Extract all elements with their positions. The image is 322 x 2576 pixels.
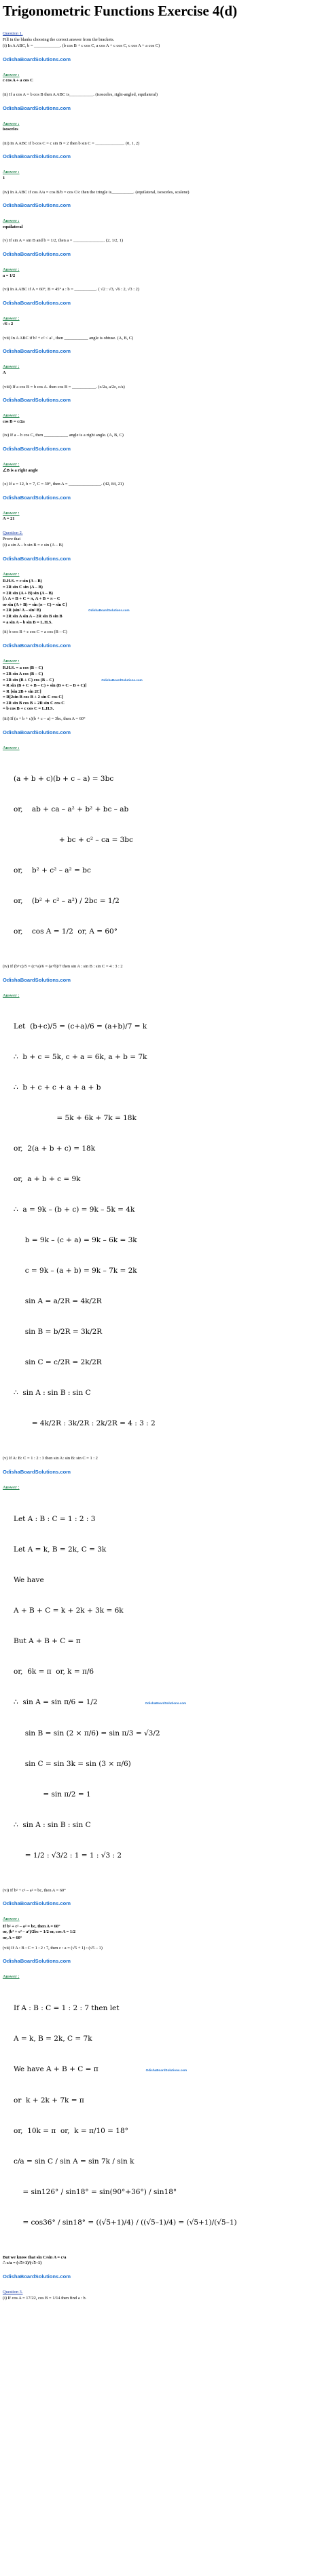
proof-line: = 2R sin C sin (A – B): [3, 584, 43, 590]
site-banner[interactable]: OdishaBoardSolutions.com: [3, 1469, 71, 1476]
answer-line: If b² + c² – a² = bc, then A = 60°: [3, 1923, 60, 1929]
answer-label: Answer :: [3, 413, 20, 419]
q2-v-math: [14, 1494, 319, 1881]
site-banner[interactable]: OdishaBoardSolutions.com: [3, 1958, 71, 1965]
q2-iii-math: [14, 754, 319, 957]
proof-line-text: = 2R (sin² A – sin² B): [3, 608, 41, 613]
page-title: Trigonometric Functions Exercise 4(d): [3, 3, 238, 19]
math-line: or, 10k = π or, k = π/10 = 18°: [14, 2126, 128, 2135]
q2-iv-math: [14, 1001, 319, 1449]
math-line: We have: [14, 1575, 44, 1584]
math-line: ∴ b + c + c + a + a + b: [14, 1083, 101, 1092]
math-line: = sin π/2 = 1: [14, 1790, 91, 1799]
question-1-items: [3, 43, 319, 522]
math-line: ∴ sin A : sin B : sin C: [14, 1820, 91, 1829]
answer-label: Answer :: [3, 121, 20, 126]
proof-line: [3, 608, 319, 614]
math-line: A = k, B = 2k, C = 7k: [14, 2034, 92, 2043]
math-line: ∴ a = 9k – (b + c) = 9k – 5k = 4k: [14, 1206, 135, 1214]
watermark: OdishaBoardSolutions.com: [145, 1701, 187, 1705]
answer-label: Answer :: [3, 462, 20, 467]
answer-label: Answer :: [3, 315, 20, 321]
q1-item-answer: 1: [3, 175, 5, 180]
math-line: If A : B : C = 1 : 2 : 7 then let: [14, 2003, 120, 2012]
answer-label: Answer :: [3, 510, 20, 516]
proof-line: = R[2sin B cos B + 2 sin C cos C]: [3, 695, 63, 700]
math-line: A + B + C = k + 2k + 3k = 6k: [14, 1606, 124, 1615]
math-line: [14, 1667, 319, 1677]
q1-item-question: (iv) In A ABC if cos A/a = cos B/b = cos C/c then the tringle is__________. (equilateral, isosceles, scalene): [3, 189, 190, 195]
site-banner[interactable]: OdishaBoardSolutions.com: [3, 446, 71, 453]
q1-item-question: (x) If a = 12, b = 7, C = 30°, then A = _______________. (42, 84, 21): [3, 482, 124, 487]
math-line-text: We have A + B + C = π: [14, 2064, 99, 2073]
q3-i-question: (i) If cos A = 17/22, cos B = 1/14 then find a : b.: [3, 2295, 87, 2301]
math-line: c = 9k – (a + b) = 9k – 7k = 2k: [14, 1267, 137, 1275]
site-banner[interactable]: OdishaBoardSolutions.com: [3, 642, 71, 649]
answer-label: Answer :: [3, 267, 20, 272]
site-banner[interactable]: OdishaBoardSolutions.com: [3, 2273, 71, 2280]
math-line: sin A = a/2R = 4k/2R: [14, 1297, 102, 1306]
q2-iv-question: (iv) If (b+c)/5 = (c+a)/6 = (a+b)/7 then sin A : sin B : sin C = 4 : 3 : 2: [3, 964, 123, 969]
q1-item-answer: isosceles: [3, 127, 18, 132]
q2-vii-math: [14, 1983, 319, 2248]
site-banner[interactable]: OdishaBoardSolutions.com: [3, 494, 71, 501]
math-line: or, b² + c² – a² = bc: [14, 866, 91, 875]
site-banner[interactable]: OdishaBoardSolutions.com: [3, 104, 71, 111]
proof-line: = R [sin 2B + sin 2C]: [3, 689, 41, 694]
q2-ii-proof: [3, 666, 319, 712]
math-line: = 4k/2R : 3k/2R : 2k/2R = 4 : 3 : 2: [14, 1419, 156, 1428]
q1-item-question: (ix) If a – b cos C, then ___________ angle is a right angle. (A, B, C): [3, 433, 124, 438]
q2-ii-question: (ii) b cos B + c cos C = a cos (B – C): [3, 630, 67, 635]
math-line: (a + b + c)(b + c – a) = 3bc: [14, 775, 114, 784]
site-banner[interactable]: OdishaBoardSolutions.com: [3, 202, 71, 209]
math-line: = sin126° / sin18° = sin(90°+36°) / sin18°: [14, 2187, 177, 2196]
proof-line: = b cos B + c cos C = L.H.S.: [3, 706, 54, 712]
q2-vi-answer: [3, 1924, 319, 1942]
proof-line: = 2R sin A sin A – 2R sin B sin B: [3, 613, 62, 619]
q1-item-answer: cos B = c/2a: [3, 419, 25, 424]
math-line: or k + 2k + 7k = π: [14, 2096, 84, 2104]
watermark: OdishaBoardSolutions.com: [145, 2068, 187, 2072]
q1-item-question: (iii) In A ABC if b cos C = c sin B = 2 then b sin C = _____________. (0, 1, 2): [3, 140, 140, 146]
proof-line: = 2R sin A cos (B – C): [3, 671, 43, 676]
q1-item-answer: ∠B is a right angle: [3, 467, 38, 473]
math-line-text: or, 6k = π or, k = π/6: [14, 1667, 94, 1676]
question-3-heading[interactable]: Question 3.: [3, 2289, 23, 2294]
watermark: OdishaBoardSolutions.com: [101, 678, 143, 682]
q1-item-answer: c cos A + a cos C: [3, 78, 33, 83]
question-1-heading[interactable]: Question 1.: [3, 31, 23, 36]
q1-item-question: (ii) If a cos A = b cos B then A ABC is___________. (isosceles, right-angled, equilateral): [3, 92, 158, 97]
math-line: sin C = c/2R = 2k/2R: [14, 1358, 102, 1367]
site-banner[interactable]: OdishaBoardSolutions.com: [3, 250, 71, 257]
q2-iii-question: (iii) If (a + b + c)(b + c – a) = 3bc, then A = 60°: [3, 716, 86, 722]
answer-label: Answer :: [3, 218, 20, 224]
q1-item-question: (i) In A ABC, b = ____________. (b cos B + c cos C, a cos A + c cos C, c cos A + a cos C): [3, 43, 160, 49]
site-banner[interactable]: OdishaBoardSolutions.com: [3, 56, 71, 62]
question-2-intro: Prove that: [3, 536, 21, 541]
proof-line: R.H.S. = c sin (A – B): [3, 579, 42, 584]
math-line: or, (b² + c² – a²) / 2bc = 1/2: [14, 897, 120, 906]
math-line: = 5k + 6k + 7k = 18k: [14, 1114, 137, 1123]
answer-label: Answer :: [3, 1917, 20, 1922]
math-line: Let A : B : C = 1 : 2 : 3: [14, 1514, 96, 1523]
answer-label: Answer :: [3, 364, 20, 370]
watermark: OdishaBoardSolutions.com: [88, 609, 130, 613]
answer-label: Answer :: [3, 745, 20, 750]
math-line: Let A = k, B = 2k, C = 3k: [14, 1545, 107, 1554]
q1-item-question: (viii) If a cos B = b cos A. then cos B = ___________. (c/2a, a/2c, c/a): [3, 384, 125, 389]
q1-item-question: (v) If sin A = sin B and b = 1/2, then a = ______________. (2, 1/2, 1): [3, 238, 124, 244]
math-line: But A + B + C = π: [14, 1636, 81, 1645]
page: [0, 3, 322, 2305]
math-line: sin C = sin 3k = sin (3 × π/6): [14, 1759, 131, 1768]
proof-line-text: = 2R sin (B + C) cos (B – C): [3, 677, 54, 683]
q2-v-question: (v) If A: B: C = 1 : 2 : 3 then sin A: sin B: sin C = 1 : 2: [3, 1456, 98, 1461]
math-line: ∴ b + c = 5k, c + a = 6k, a + b = 7k: [14, 1053, 147, 1062]
q1-item-answer: A = 21: [3, 516, 15, 522]
math-line: or, cos A = 1/2 or, A = 60°: [14, 927, 118, 936]
math-line: ∴ sin A : sin B : sin C: [14, 1389, 91, 1398]
math-line: sin B = sin (2 × π/6) = sin π/3 = √3/2: [14, 1729, 160, 1737]
site-banner[interactable]: OdishaBoardSolutions.com: [3, 397, 71, 404]
answer-label: Answer :: [3, 658, 20, 664]
proof-line: = a sin A – b sin B = L.H.S.: [3, 619, 52, 625]
answer-label: Answer :: [3, 993, 20, 998]
q1-item-question: (vi) In A ABC if A = 60°, B = 45° a : b = __________. ( √2 : √3, √6 : 2, √3 : 2): [3, 287, 139, 292]
q2-i-question: (i) a sin A – b sin B = c sin (A – B): [3, 543, 63, 548]
proof-line: or sin (A + B) = sin (π – C) = sin C]: [3, 602, 67, 607]
math-line: + bc + c² – ca = 3bc: [14, 836, 133, 845]
math-line: or, a + b + c = 9k: [14, 1175, 81, 1184]
math-line: = cos36° / sin18° = ((√5+1)/4) / ((√5–1)/4) = (√5+1)/(√5–1): [14, 2218, 237, 2227]
proof-line: [3, 678, 319, 684]
q2-vii-question: (vii) If A : B : C = 1 : 2 : 7, then c : a = (√5 + 1) : (√5 – 1): [3, 1945, 103, 1950]
math-line: or, 2(a + b + c) = 18k: [14, 1145, 96, 1153]
proof-line: = 2R sin (A + B) sin (A – B): [3, 590, 53, 596]
math-line: = 1/2 : √3/2 : 1 = 1 : √3 : 2: [14, 1851, 122, 1860]
q1-item-answer: a = 1/2: [3, 273, 16, 278]
math-line: or, ab + ca – a² + b² + bc – ab: [14, 805, 129, 814]
q2-i-proof: [3, 579, 319, 626]
question-1-intro: Fill in the blanks choosing the correct answer from the brackets.: [3, 37, 115, 42]
q1-item-question: (vii) In A ABC if b² + c² < a² , then ___________ angle is obtuse. (A, B, C): [3, 335, 134, 341]
proof-line: R.H.S. = a cos (B – C): [3, 666, 43, 671]
q2-vii-tail: [3, 2255, 319, 2267]
site-banner[interactable]: OdishaBoardSolutions.com: [3, 555, 71, 562]
answer-label: Answer :: [3, 170, 20, 175]
math-line: [14, 1697, 319, 1708]
answer-label: Answer :: [3, 1485, 20, 1491]
proof-line: = R sin (B + C + B – C) + sin (B + C – B + C)]: [3, 683, 87, 689]
answer-label: Answer :: [3, 72, 20, 77]
proof-line: = 2R sin B cos B + 2R sin C cos C: [3, 700, 65, 706]
q1-item-answer: A: [3, 370, 6, 376]
math-line: c/a = sin C / sin A = sin 7k / sin k: [14, 2157, 135, 2166]
question-2-heading[interactable]: Question 2.: [3, 531, 23, 535]
answer-label: Answer :: [3, 571, 20, 577]
proof-line: [∴ A + B + C = π, A + B = π – C: [3, 596, 60, 602]
q2-vi-question: (vi) If b² + c² – a² = bc, then A = 60°: [3, 1887, 66, 1893]
site-banner[interactable]: OdishaBoardSolutions.com: [3, 299, 71, 306]
math-line: b = 9k – (c + a) = 9k – 6k = 3k: [14, 1236, 137, 1245]
q1-item-answer: equilateral: [3, 224, 23, 229]
math-line: [14, 2064, 319, 2075]
answer-label: Answer :: [3, 1974, 20, 1980]
answer-line: or, A = 60°: [3, 1936, 22, 1940]
q1-item-answer: √6 : 2: [3, 322, 14, 327]
answer-line: or, (b² + c² – a²)/2bc = 1/2 or, cos A = 1/2: [3, 1929, 76, 1935]
math-line: sin B = b/2R = 3k/2R: [14, 1328, 103, 1337]
site-banner[interactable]: OdishaBoardSolutions.com: [3, 976, 71, 983]
math-line: Let (b+c)/5 = (c+a)/6 = (a+b)/7 = k: [14, 1022, 147, 1031]
math-line-text: ∴ sin A = sin π/6 = 1/2: [14, 1697, 98, 1706]
site-banner[interactable]: OdishaBoardSolutions.com: [3, 348, 71, 355]
answer-line: ∴ c/a = (√5+1)/(√5–1): [3, 2261, 42, 2266]
site-banner[interactable]: OdishaBoardSolutions.com: [3, 153, 71, 160]
site-banner[interactable]: OdishaBoardSolutions.com: [3, 729, 71, 735]
site-banner[interactable]: OdishaBoardSolutions.com: [3, 1900, 71, 1907]
answer-line: But we know that sin C/sin A = c/a: [3, 2254, 67, 2260]
